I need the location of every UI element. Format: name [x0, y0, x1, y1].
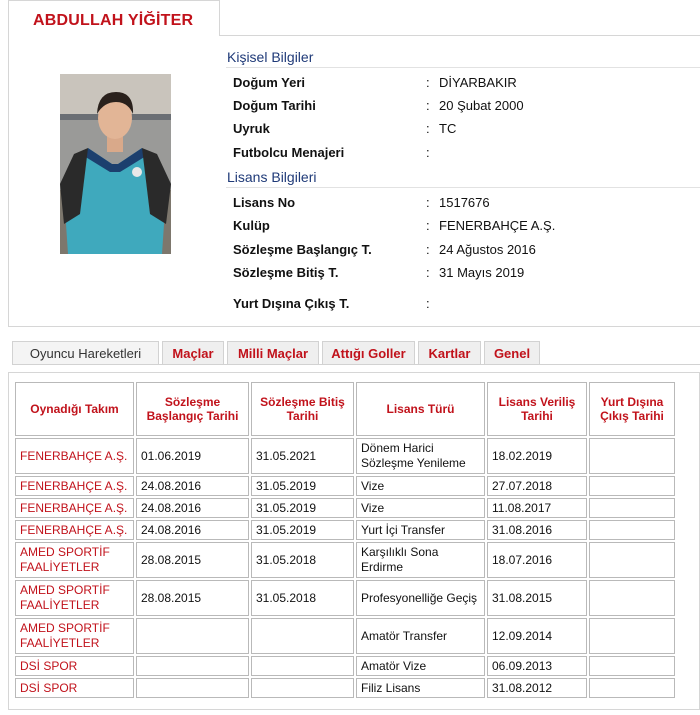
table-row — [15, 618, 675, 654]
tab-goals[interactable]: Attığı Goller — [322, 341, 415, 364]
contract-start-row — [233, 239, 700, 261]
colon: : — [426, 75, 430, 90]
cell-contract-end: 31.05.2018 — [251, 542, 354, 578]
tab-matches[interactable]: Maçlar — [162, 341, 224, 364]
movements-panel — [8, 372, 700, 710]
contract-end-row — [233, 262, 700, 284]
cell-contract-start: 24.08.2016 — [136, 498, 249, 518]
header-contract-end: Sözleşme Bitiş Tarihi — [251, 382, 354, 436]
cell-contract-start — [136, 656, 249, 676]
cell-team: AMED SPORTİF FAALİYETLER — [15, 580, 134, 616]
cell-license-type: Yurt İçi Transfer — [356, 520, 485, 540]
table-row — [15, 542, 675, 578]
license-no-value: 1517676 — [439, 195, 490, 210]
abroad-exit-row — [233, 293, 700, 315]
cell-license-date: 31.08.2015 — [487, 580, 587, 616]
header-license-type: Lisans Türü — [356, 382, 485, 436]
cell-contract-start: 24.08.2016 — [136, 520, 249, 540]
cell-license-date: 31.08.2016 — [487, 520, 587, 540]
cell-contract-start: 24.08.2016 — [136, 476, 249, 496]
birthplace-value: DİYARBAKIR — [439, 75, 517, 90]
header-abroad-exit: Yurt Dışına Çıkış Tarihi — [589, 382, 675, 436]
cell-team: DSİ SPOR — [15, 678, 134, 698]
table-row — [15, 498, 675, 518]
cell-team: FENERBAHÇE A.Ş. — [15, 476, 134, 496]
table-row — [15, 520, 675, 540]
cell-contract-end: 31.05.2019 — [251, 476, 354, 496]
tab-cards[interactable]: Kartlar — [418, 341, 481, 364]
table-row — [15, 580, 675, 616]
tab-player-movements[interactable]: Oyuncu Hareketleri — [12, 341, 159, 365]
tab-divider — [12, 364, 700, 365]
cell-abroad-exit — [589, 542, 675, 578]
nationality-row — [233, 118, 700, 140]
table-row — [15, 656, 675, 676]
cell-contract-end — [251, 678, 354, 698]
cell-contract-end — [251, 618, 354, 654]
tab-general[interactable]: Genel — [484, 341, 540, 364]
cell-abroad-exit — [589, 438, 675, 474]
nationality-label: Uyruk — [233, 121, 270, 136]
contract-start-label: Sözleşme Başlangıç T. — [233, 242, 372, 257]
cell-abroad-exit — [589, 498, 675, 518]
cell-license-type: Profesyonelliğe Geçiş — [356, 580, 485, 616]
cell-license-date: 18.02.2019 — [487, 438, 587, 474]
colon: : — [426, 98, 430, 113]
table-row — [15, 678, 675, 698]
header-contract-start: Sözleşme Başlangıç Tarihi — [136, 382, 249, 436]
cell-license-type: Vize — [356, 476, 485, 496]
license-no-row — [233, 192, 700, 214]
cell-license-type: Dönem Harici Sözleşme Yenileme — [356, 438, 485, 474]
cell-contract-start: 01.06.2019 — [136, 438, 249, 474]
club-label: Kulüp — [233, 218, 270, 233]
cell-contract-end — [251, 656, 354, 676]
cell-abroad-exit — [589, 618, 675, 654]
license-no-label: Lisans No — [233, 195, 296, 210]
cell-license-type: Filiz Lisans — [356, 678, 485, 698]
contract-end-label: Sözleşme Bitiş T. — [233, 265, 339, 280]
cell-contract-end: 31.05.2018 — [251, 580, 354, 616]
table-header-row — [15, 382, 675, 436]
cell-contract-end: 31.05.2019 — [251, 498, 354, 518]
table-row — [15, 476, 675, 496]
header-license-date: Lisans Veriliş Tarihi — [487, 382, 587, 436]
personal-info-title: Kişisel Bilgiler — [226, 46, 700, 68]
colon: : — [426, 296, 430, 311]
colon: : — [426, 218, 430, 233]
cell-license-date: 27.07.2018 — [487, 476, 587, 496]
cell-team: FENERBAHÇE A.Ş. — [15, 520, 134, 540]
birthdate-label: Doğum Tarihi — [233, 98, 316, 113]
cell-contract-start — [136, 678, 249, 698]
birthplace-row — [233, 72, 700, 94]
profile-panel — [8, 35, 700, 327]
cell-license-type: Amatör Vize — [356, 656, 485, 676]
cell-contract-start — [136, 618, 249, 654]
manager-label: Futbolcu Menajeri — [233, 145, 345, 160]
cell-abroad-exit — [589, 678, 675, 698]
contract-start-value: 24 Ağustos 2016 — [439, 242, 536, 257]
nationality-value: TC — [439, 121, 457, 136]
player-name: ABDULLAH YİĞİTER — [8, 0, 220, 36]
cell-license-type: Vize — [356, 498, 485, 518]
cell-abroad-exit — [589, 520, 675, 540]
header-team: Oynadığı Takım — [15, 382, 134, 436]
license-info-title: Lisans Bilgileri — [226, 166, 700, 188]
colon: : — [426, 145, 430, 160]
club-value: FENERBAHÇE A.Ş. — [439, 218, 556, 233]
club-row — [233, 215, 700, 237]
movements-table — [13, 380, 677, 700]
cell-team: FENERBAHÇE A.Ş. — [15, 438, 134, 474]
cell-abroad-exit — [589, 476, 675, 496]
cell-team: DSİ SPOR — [15, 656, 134, 676]
cell-contract-start: 28.08.2015 — [136, 580, 249, 616]
tab-national-matches[interactable]: Milli Maçlar — [227, 341, 319, 364]
contract-end-value: 31 Mayıs 2019 — [439, 265, 525, 280]
cell-license-date: 18.07.2016 — [487, 542, 587, 578]
cell-license-type: Karşılıklı Sona Erdirme — [356, 542, 485, 578]
colon: : — [426, 242, 430, 257]
cell-license-date: 31.08.2012 — [487, 678, 587, 698]
colon: : — [426, 265, 430, 280]
colon: : — [426, 121, 430, 136]
cell-contract-end: 31.05.2019 — [251, 520, 354, 540]
cell-license-type: Amatör Transfer — [356, 618, 485, 654]
abroad-exit-label: Yurt Dışına Çıkış T. — [233, 296, 350, 311]
birthdate-value: 20 Şubat 2000 — [439, 98, 524, 113]
cell-team: AMED SPORTİF FAALİYETLER — [15, 618, 134, 654]
cell-license-date: 12.09.2014 — [487, 618, 587, 654]
birthplace-label: Doğum Yeri — [233, 75, 306, 90]
cell-team: FENERBAHÇE A.Ş. — [15, 498, 134, 518]
cell-contract-start: 28.08.2015 — [136, 542, 249, 578]
manager-row — [233, 142, 700, 164]
colon: : — [426, 195, 430, 210]
cell-license-date: 06.09.2013 — [487, 656, 587, 676]
cell-abroad-exit — [589, 580, 675, 616]
table-row — [15, 438, 675, 474]
cell-contract-end: 31.05.2021 — [251, 438, 354, 474]
cell-team: AMED SPORTİF FAALİYETLER — [15, 542, 134, 578]
player-photo — [60, 74, 171, 254]
birthdate-row — [233, 95, 700, 117]
cell-license-date: 11.08.2017 — [487, 498, 587, 518]
cell-abroad-exit — [589, 656, 675, 676]
